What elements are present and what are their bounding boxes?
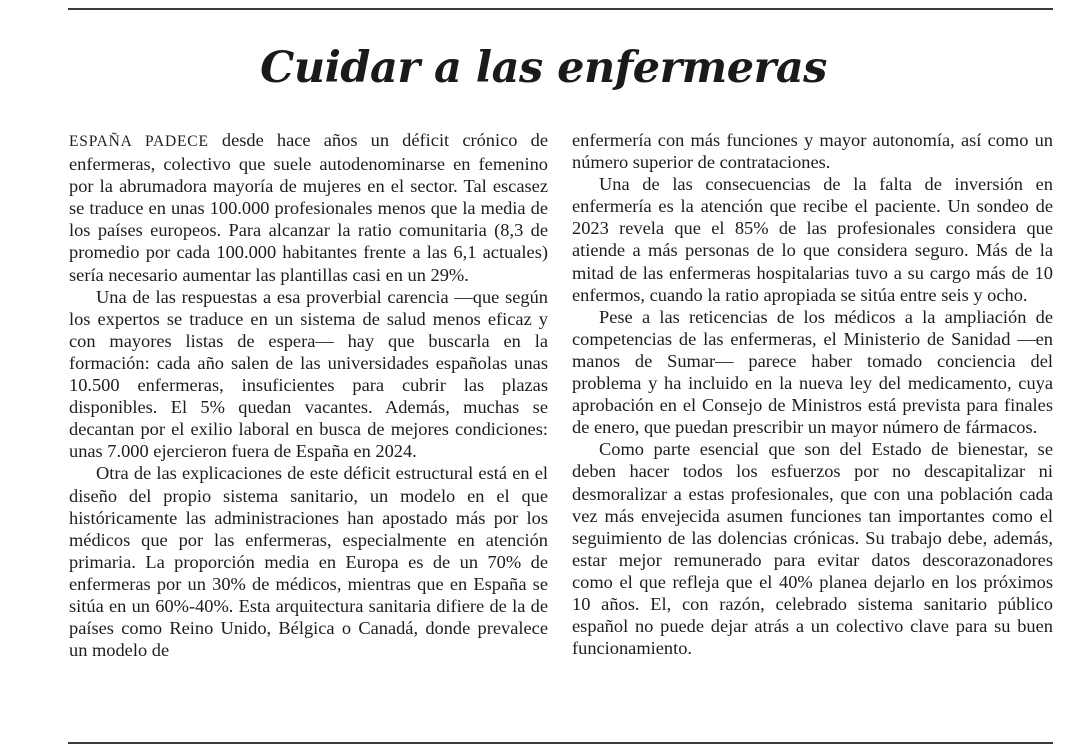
lead-in: ESPAÑA PADECE	[69, 133, 209, 150]
article-paragraph: Otra de las explicaciones de este déficit estructural está en el diseño del propio sistema sanitario, un modelo en el que históricamente las administraciones han apostado más por los médicos que por las enfermeras, especialmente en atención primaria. La proporción media en Europa es de un 70% de enfermeras por un 30% de médicos, mientras que en España se sitúa en un 60%-40%. Esta arquitectura sanitaria difiere de la de países como Reino Unido, Bélgica o Canadá, donde prevalece un modelo de	[69, 463, 548, 661]
article-column-left	[69, 129, 548, 661]
article-paragraph	[69, 129, 548, 286]
article-paragraph: Como parte esencial que son del Estado de bienestar, se deben hacer todos los esfuerzos por no descapitalizar ni desmoralizar a estas profesionales, que con una población cada vez más envejecida asumen funciones tan importantes como el seguimiento de las dolencias crónicas. Su trabajo debe, además, estar mejor remunerado para evitar datos descorazonadores como el que refleja que el 40% planea dejarlo en los próximos 10 años. El, con razón, celebrado sistema sanitario público español no puede dejar atrás a un colectivo clave para su buen funcionamiento.	[572, 439, 1053, 659]
article-headline: Cuidar a las enfermeras	[260, 43, 827, 93]
article-paragraph: enfermería con más funciones y mayor autonomía, así como un número superior de contrataciones.	[572, 130, 1053, 173]
bottom-rule	[68, 742, 1053, 744]
top-rule	[68, 8, 1053, 10]
article-column-right	[572, 129, 1053, 659]
article-paragraph: Una de las respuestas a esa proverbial carencia —que según los expertos se traduce en un sistema de salud menos eficaz y con mayores listas de espera— hay que buscarla en la formación: cada año salen de las universidades españolas unas 10.500 enfermeras, insuficientes para cubrir las plazas disponibles. El 5% quedan vacantes. Además, muchas se decantan por el exilio laboral en busca de mejores condiciones: unas 7.000 ejercieron fuera de España en 2024.	[69, 286, 548, 462]
paragraph-text: desde hace años un déficit crónico de enfermeras, colectivo que suele autodenominarse en femenino por la abrumadora mayoría de mujeres en el sector. Tal escasez se traduce en unas 100.000 profesionales menos que la media de los países europeos. Para alcanzar la ratio comunitaria (8,3 de promedio por cada 100.000 habitantes frente a las 6,1 actuales) sería necesario aumentar las plantillas casi en un 29%.	[69, 130, 548, 285]
article-paragraph: Una de las consecuencias de la falta de inversión en enfermería es la atención que recibe el paciente. Un sondeo de 2023 revela que el 85% de las profesionales considera que atiende a más personas de lo que considera seguro. Más de la mitad de las enfermeras hospitalarias tuvo a su cargo más de 10 enfermos, cuando la ratio apropiada se sitúa entre seis y ocho.	[572, 174, 1053, 305]
article-paragraph: Pese a las reticencias de los médicos a la ampliación de competencias de las enfermeras, el Ministerio de Sanidad —en manos de Sumar— parece haber tomado conciencia del problema y ha incluido en la nueva ley del medicamento, cuya aprobación en el Consejo de Ministros está prevista para finales de enero, que puedan prescribir un mayor número de fármacos.	[572, 306, 1053, 438]
